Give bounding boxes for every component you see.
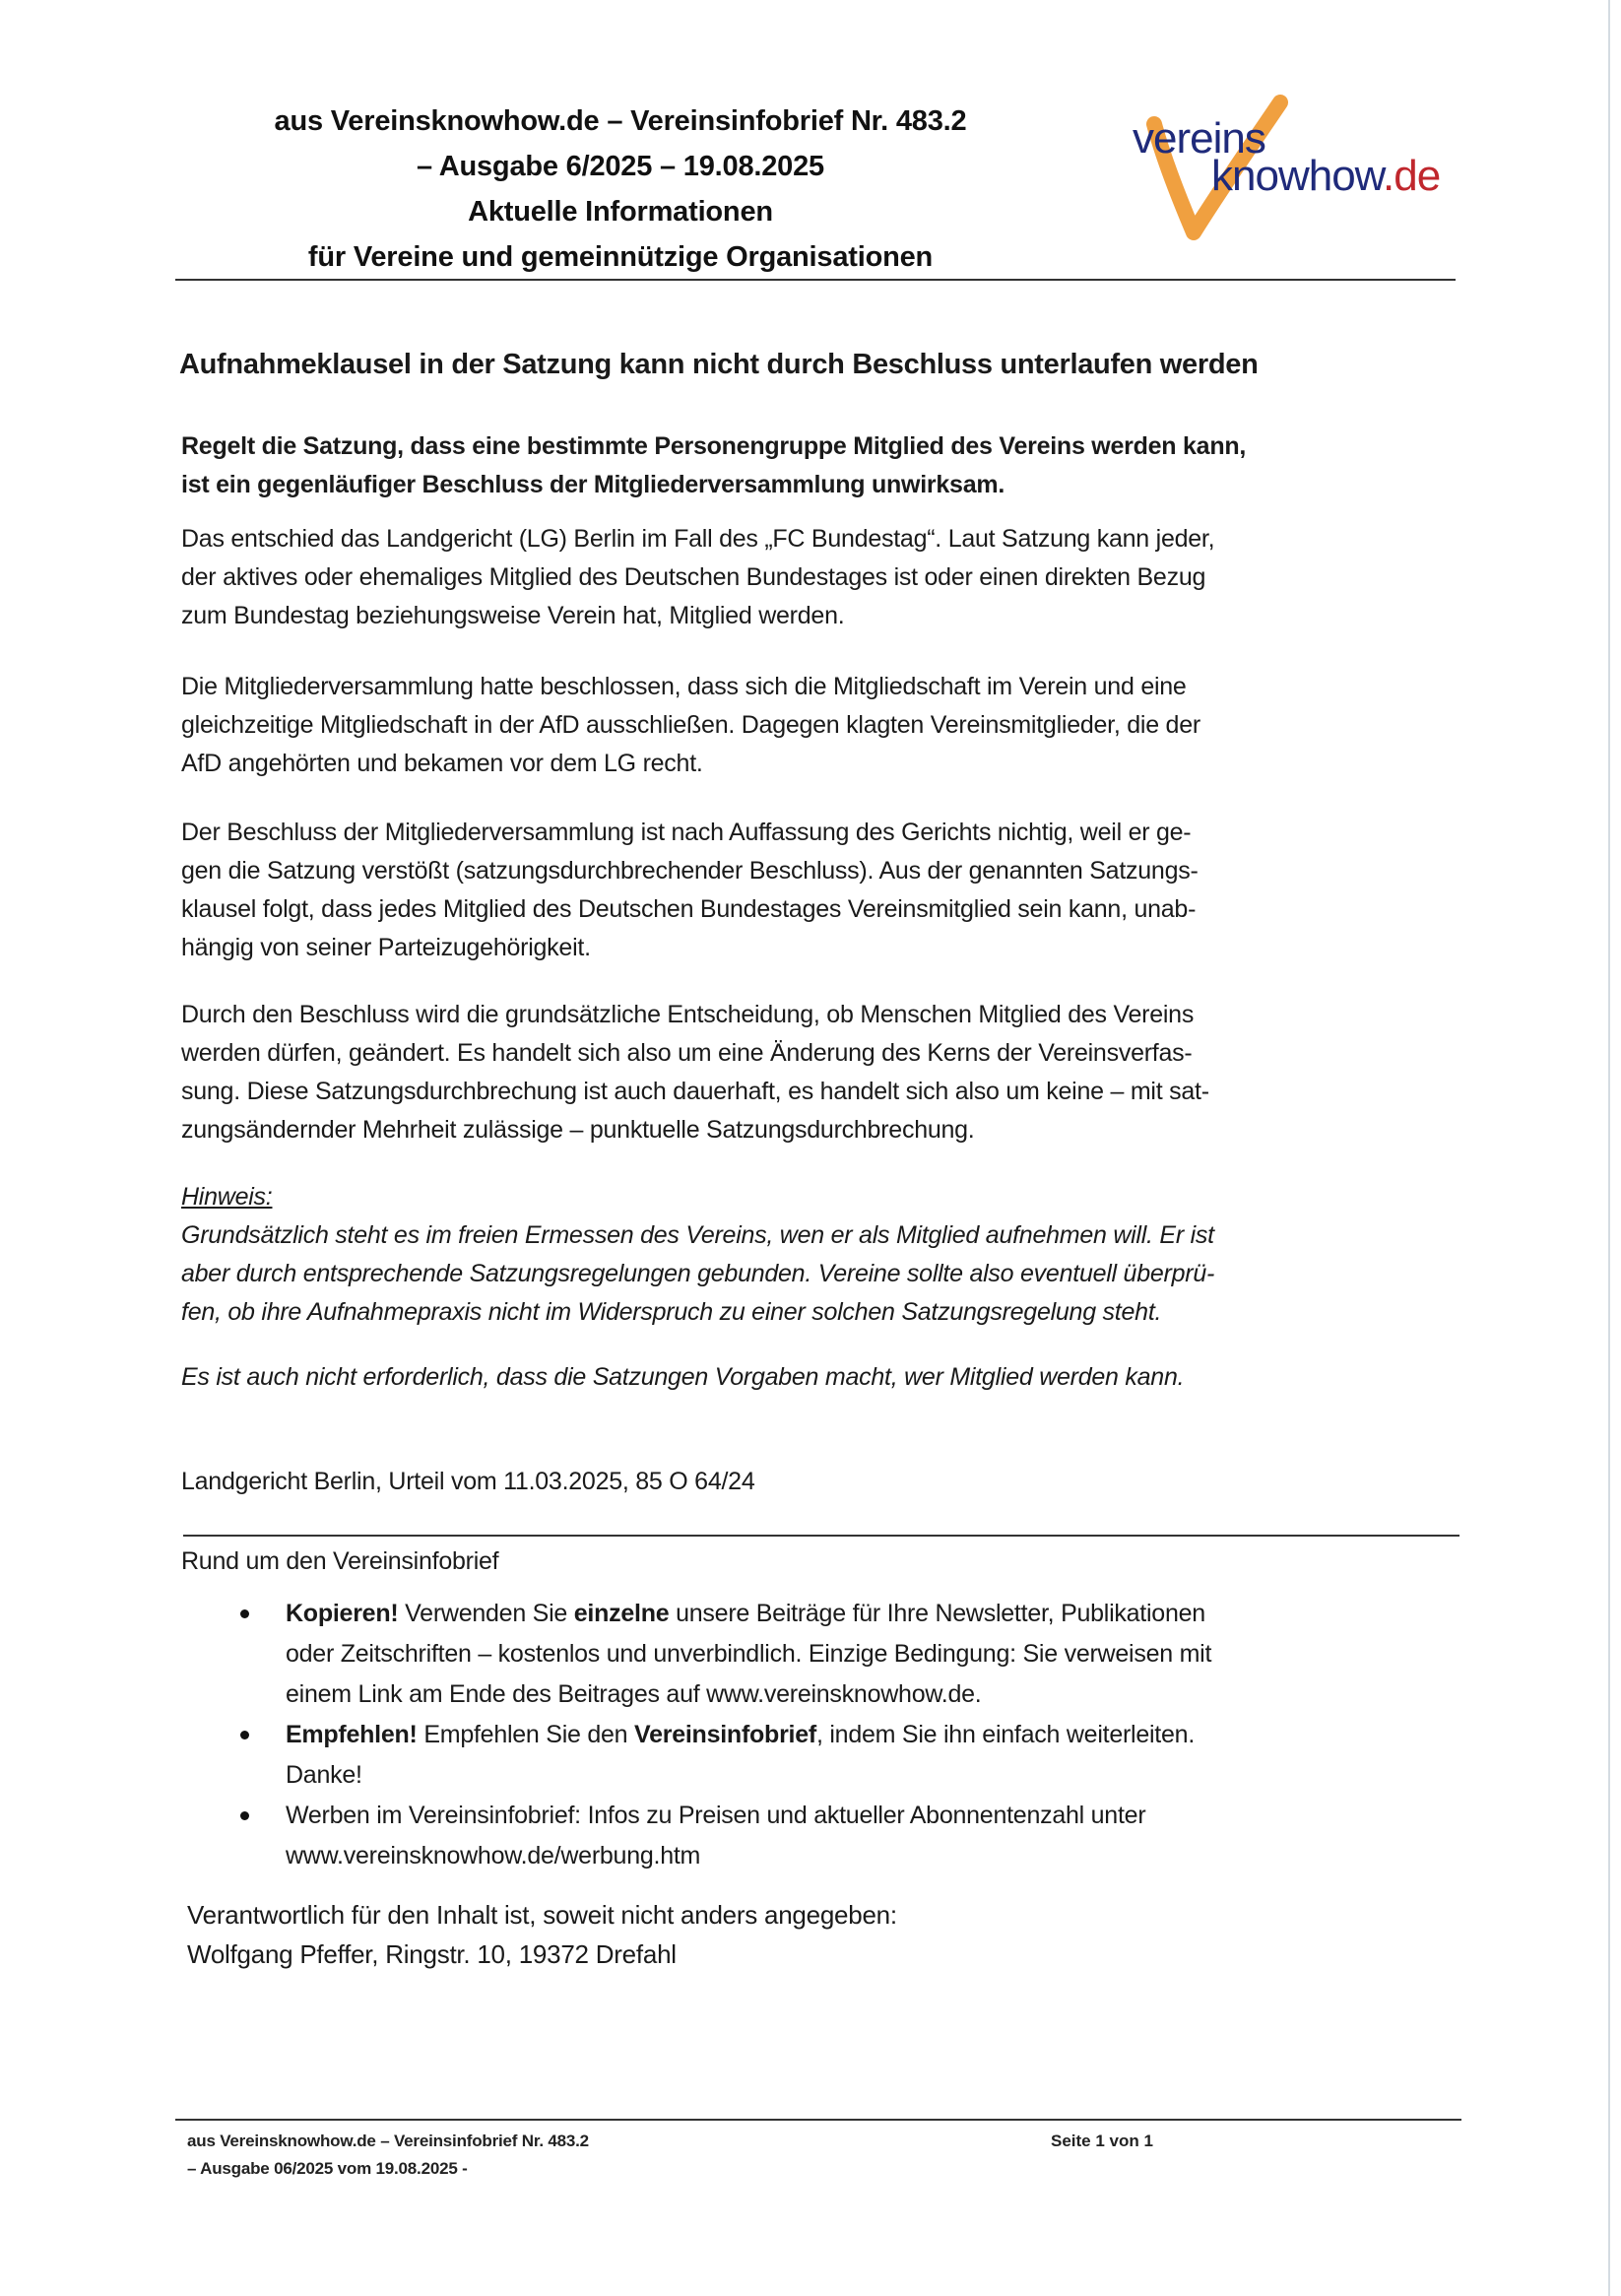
header-line-4: für Vereine und gemeinnützige Organisationen xyxy=(307,241,934,273)
note-line: fen, ob ihre Aufnahmepraxis nicht im Widerspruch zu einer solchen Satzungsregelung steht. xyxy=(181,1298,1162,1326)
about-heading xyxy=(181,1542,1461,1581)
note-extra-line: Es ist auch nicht erforderlich, dass die Satzungen Vorgaben macht, wer Mitglied werden kann. xyxy=(181,1363,1185,1391)
article-lead xyxy=(181,427,1461,504)
paragraph-2 xyxy=(181,668,1461,783)
header-divider xyxy=(175,279,1456,281)
bullet-item-copy xyxy=(236,1594,1458,1715)
footer-line: – Ausgabe 06/2025 vom 19.08.2025 - xyxy=(187,2159,468,2178)
paragraph-4 xyxy=(181,996,1461,1149)
header-line-2: – Ausgabe 6/2025 – 19.08.2025 xyxy=(417,151,824,182)
responsible-address: Wolfgang Pfeffer, Ringstr. 10, 19372 Drefahl xyxy=(187,1939,677,1969)
logo-tld: .de xyxy=(1383,152,1441,200)
newsletter-header xyxy=(177,98,1064,280)
paragraph-line: sung. Diese Satzungsdurchbrechung ist auch dauerhaft, es handelt sich also um keine – mit sat- xyxy=(181,1078,1209,1105)
paragraph-line: Der Beschluss der Mitgliederversammlung ist nach Auffassung des Gerichts nichtig, weil er ge- xyxy=(181,819,1192,846)
bullet-bold: einzelne xyxy=(573,1600,670,1627)
court-source xyxy=(181,1463,1461,1501)
bullet-text: Verwenden Sie xyxy=(398,1600,574,1627)
lead-line: Regelt die Satzung, dass eine bestimmte Personengruppe Mitglied des Vereins werden kann, xyxy=(181,432,1247,460)
note-label: Hinweis: xyxy=(181,1183,273,1211)
note-line: Grundsätzlich steht es im freien Ermessen des Vereins, wen er als Mitglied aufnehmen will. Er ist xyxy=(181,1221,1214,1249)
paragraph-line: klausel folgt, dass jedes Mitglied des Deutschen Bundestages Vereinsmitglied sein kann, unab- xyxy=(181,895,1197,923)
bullet-item-advertise xyxy=(236,1796,1458,1876)
paragraph-line: Durch den Beschluss wird die grundsätzliche Entscheidung, ob Menschen Mitglied des Vereins xyxy=(181,1001,1195,1028)
paragraph-line: zum Bundestag beziehungsweise Verein hat, Mitglied werden. xyxy=(181,602,845,629)
responsible-line: Verantwortlich für den Inhalt ist, soweit nicht anders angegeben: xyxy=(187,1900,897,1930)
paragraph-line: gen die Satzung verstößt (satzungsdurchbrechender Beschluss). Aus der genannten Satzungs- xyxy=(181,857,1199,885)
header-line-1: aus Vereinsknowhow.de – Vereinsinfobrief Nr. 483.2 xyxy=(274,105,967,137)
bullet-text: Werben im Vereinsinfobrief: Infos zu Preisen und aktueller Abonnentenzahl unter xyxy=(286,1802,1146,1829)
section-divider xyxy=(183,1535,1459,1537)
logo-text-vereins: vereins xyxy=(1133,114,1265,163)
scan-edge-line xyxy=(1608,0,1610,2296)
bullet-bold: Empfehlen! xyxy=(286,1721,418,1748)
bullet-bold: Vereinsinfobrief xyxy=(634,1721,816,1748)
paragraph-line: werden dürfen, geändert. Es handelt sich also um eine Änderung des Kerns der Vereinsverfas- xyxy=(181,1039,1193,1067)
paragraph-line: AfD angehörten und bekamen vor dem LG recht. xyxy=(181,750,703,777)
page-number: Seite 1 von 1 xyxy=(1051,2132,1153,2150)
lead-line: ist ein gegenläufiger Beschluss der Mitgliederversammlung unwirksam. xyxy=(181,471,1005,498)
about-heading-text: Rund um den Vereinsinfobrief xyxy=(181,1547,499,1575)
paragraph-line: zungsändernder Mehrheit zulässige – punktuelle Satzungsdurchbrechung. xyxy=(181,1116,975,1144)
paragraph-line: hängig von seiner Parteizugehörigkeit. xyxy=(181,934,591,961)
footer-divider xyxy=(175,2119,1461,2121)
paragraph-line: der aktives oder ehemaliges Mitglied des Deutschen Bundestages ist oder einen direkten Bezug xyxy=(181,563,1206,591)
header-line-3: Aktuelle Informationen xyxy=(468,196,773,228)
bullet-bold: Kopieren! xyxy=(286,1600,399,1627)
paragraph-line: Das entschied das Landgericht (LG) Berlin im Fall des „FC Bundestag“. Laut Satzung kann jeder, xyxy=(181,525,1215,553)
about-bullet-list xyxy=(236,1594,1458,1876)
source-line: Landgericht Berlin, Urteil vom 11.03.2025, 85 O 64/24 xyxy=(181,1468,755,1495)
paragraph-1 xyxy=(181,520,1461,635)
vereinsknowhow-logo xyxy=(1133,95,1467,252)
bullet-text: , indem Sie ihn einfach weiterleiten. xyxy=(815,1721,1196,1748)
footer-info xyxy=(187,2128,589,2183)
responsible-block xyxy=(187,1895,1467,1974)
logo-text-knowhow xyxy=(1211,152,1440,201)
footer-line: aus Vereinsknowhow.de – Vereinsinfobrief Nr. 483.2 xyxy=(187,2132,589,2150)
bullet-text: oder Zeitschriften – kostenlos und unverbindlich. Einzige Bedingung: Sie verweisen mit xyxy=(286,1640,1212,1668)
paragraph-line: gleichzeitige Mitgliedschaft in der AfD ausschließen. Dagegen klagten Vereinsmitglieder, die der xyxy=(181,711,1200,739)
note-extra xyxy=(181,1358,1461,1397)
bullet-dot-icon xyxy=(240,1609,249,1618)
bullet-text: Empfehlen Sie den xyxy=(417,1721,635,1748)
paragraph-line: Die Mitgliederversammlung hatte beschlossen, dass sich die Mitgliedschaft im Verein und eine xyxy=(181,673,1187,700)
bullet-link-text: einem Link am Ende des Beitrages auf www.vereinsknowhow.de. xyxy=(286,1680,982,1708)
logo-knowhow: knowhow xyxy=(1211,152,1384,200)
bullet-text: Danke! xyxy=(286,1761,362,1789)
bullet-dot-icon xyxy=(240,1731,249,1739)
article-title: Aufnahmeklausel in der Satzung kann nicht durch Beschluss unterlaufen werden xyxy=(179,349,1259,380)
bullet-item-recommend xyxy=(236,1715,1458,1796)
paragraph-3 xyxy=(181,814,1461,967)
bullet-link-text: www.vereinsknowhow.de/werbung.htm xyxy=(286,1842,701,1870)
bullet-dot-icon xyxy=(240,1811,249,1820)
bullet-text: unsere Beiträge für Ihre Newsletter, Publikationen xyxy=(669,1600,1205,1627)
note-block xyxy=(181,1178,1461,1332)
note-line: aber durch entsprechende Satzungsregelungen gebunden. Vereine sollte also eventuell überprü- xyxy=(181,1260,1215,1287)
